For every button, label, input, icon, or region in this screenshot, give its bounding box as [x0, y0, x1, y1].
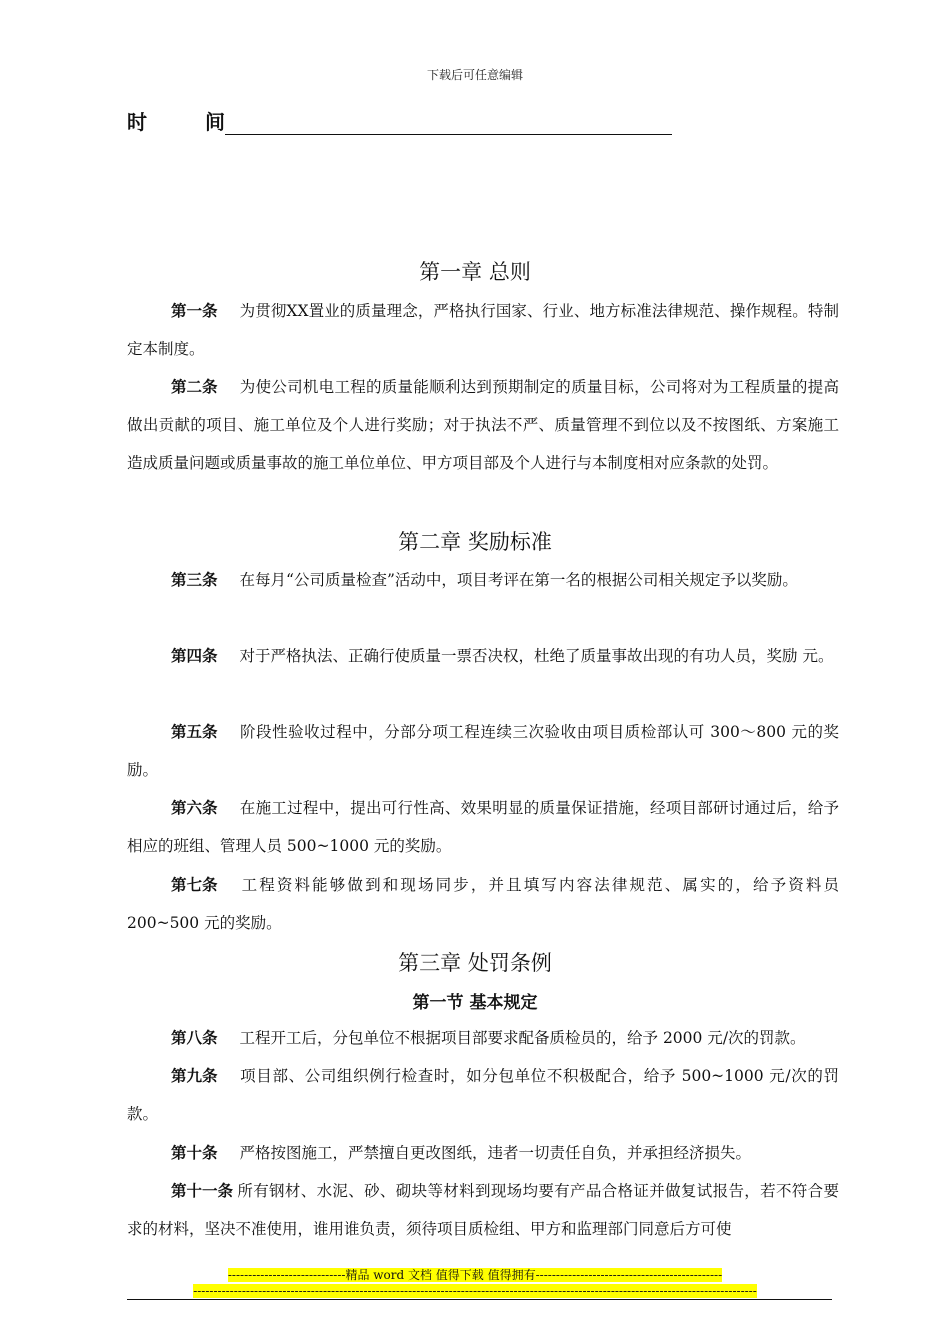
article-5: [127, 713, 839, 789]
article-3-label: 第三条: [171, 571, 218, 589]
footer-banner-line-1: [0, 1268, 950, 1283]
article-7-label: 第七条: [171, 876, 218, 894]
time-label-char2: 间: [205, 110, 225, 134]
article-2: [127, 368, 839, 482]
footer-rule: [127, 1299, 832, 1300]
chapter-3-title: 第三章 处罚条例: [398, 951, 552, 975]
article-4-text: 对于严格执法、正确行使质量一票否决权，杜绝了质量事故出现的有功人员，奖励 元。: [239, 647, 834, 665]
article-2-text: 为使公司机电工程的质量能顺利达到预期制定的质量目标，公司将对为工程质量的提高做出贡献的项目、施工单位及个人进行奖励；对于执法不严、质量管理不到位以及不按图纸、方案施工造成质量问题或质量事故的施工单位单位、甲方项目部及个人进行与本制度相对应条款的处罚。: [127, 378, 839, 472]
article-9-text: 项目部、公司组织例行检查时，如分包单位不积极配合，给予 500~1000 元/次的罚款。: [127, 1067, 839, 1123]
article-2-label: 第二条: [171, 378, 218, 396]
article-4-label: 第四条: [171, 647, 218, 665]
article-10-label: 第十条: [171, 1144, 218, 1162]
footer-banner-text-1: -----------------------------精品 word 文档 值得下载 值得拥有----------------------------------------------: [227, 1268, 723, 1282]
article-6-text: 在施工过程中，提出可行性高、效果明显的质量保证措施，经项目部研讨通过后，给予相应的班组、管理人员 500~1000 元的奖励。: [127, 799, 839, 855]
time-field: [127, 106, 672, 135]
footer-banner-line-2: [0, 1284, 950, 1299]
time-blank-line: [225, 110, 672, 135]
header-note: 下载后可任意编辑: [426, 68, 523, 82]
time-label-char1: 时: [127, 110, 147, 134]
article-4: [127, 637, 839, 675]
article-3: [127, 561, 839, 599]
article-7: [127, 866, 839, 942]
article-5-label: 第五条: [171, 723, 218, 741]
article-11: [127, 1172, 839, 1248]
article-9-label: 第九条: [171, 1067, 218, 1085]
article-10-text: 严格按图施工，严禁擅自更改图纸，违者一切责任自负，并承担经济损失。: [239, 1144, 752, 1162]
article-1: [127, 292, 839, 368]
article-3-text: 在每月“公司质量检查”活动中，项目考评在第一名的根据公司相关规定予以奖励。: [239, 571, 798, 589]
article-9: [127, 1057, 839, 1133]
article-1-label: 第一条: [171, 302, 218, 320]
article-8-label: 第八条: [171, 1029, 218, 1047]
article-7-text: 工程资料能够做到和现场同步，并且填写内容法律规范、属实的，给予资料员 200~500 元的奖励。: [127, 876, 839, 932]
article-6-label: 第六条: [171, 799, 218, 817]
section-1-title: 第一节 基本规定: [412, 993, 538, 1013]
article-1-text: 为贯彻XX置业的质量理念，严格执行国家、行业、地方标准法律规范、操作规程。特制定本制度。: [127, 302, 839, 358]
article-5-text: 阶段性验收过程中，分部分项工程连续三次验收由项目质检部认可 300～800 元的奖励。: [127, 723, 839, 779]
article-11-text: 所有钢材、水泥、砂、砌块等材料到现场均要有产品合格证并做复试报告，若不符合要求的材料，坚决不准使用，谁用谁负责，须待项目质检组、甲方和监理部门同意后方可使: [127, 1182, 839, 1238]
article-11-label: 第十一条: [171, 1182, 234, 1200]
article-10: [127, 1134, 839, 1172]
article-6: [127, 789, 839, 865]
chapter-2-title: 第二章 奖励标准: [398, 530, 552, 554]
footer-banner-text-2: -------------------------------------------------------------------------------------------------------------------------------------------: [193, 1284, 757, 1298]
chapter-1-title: 第一章 总则: [419, 260, 531, 284]
article-8: [127, 1019, 839, 1057]
article-8-text: 工程开工后，分包单位不根据项目部要求配备质检员的，给予 2000 元/次的罚款。: [239, 1029, 806, 1047]
